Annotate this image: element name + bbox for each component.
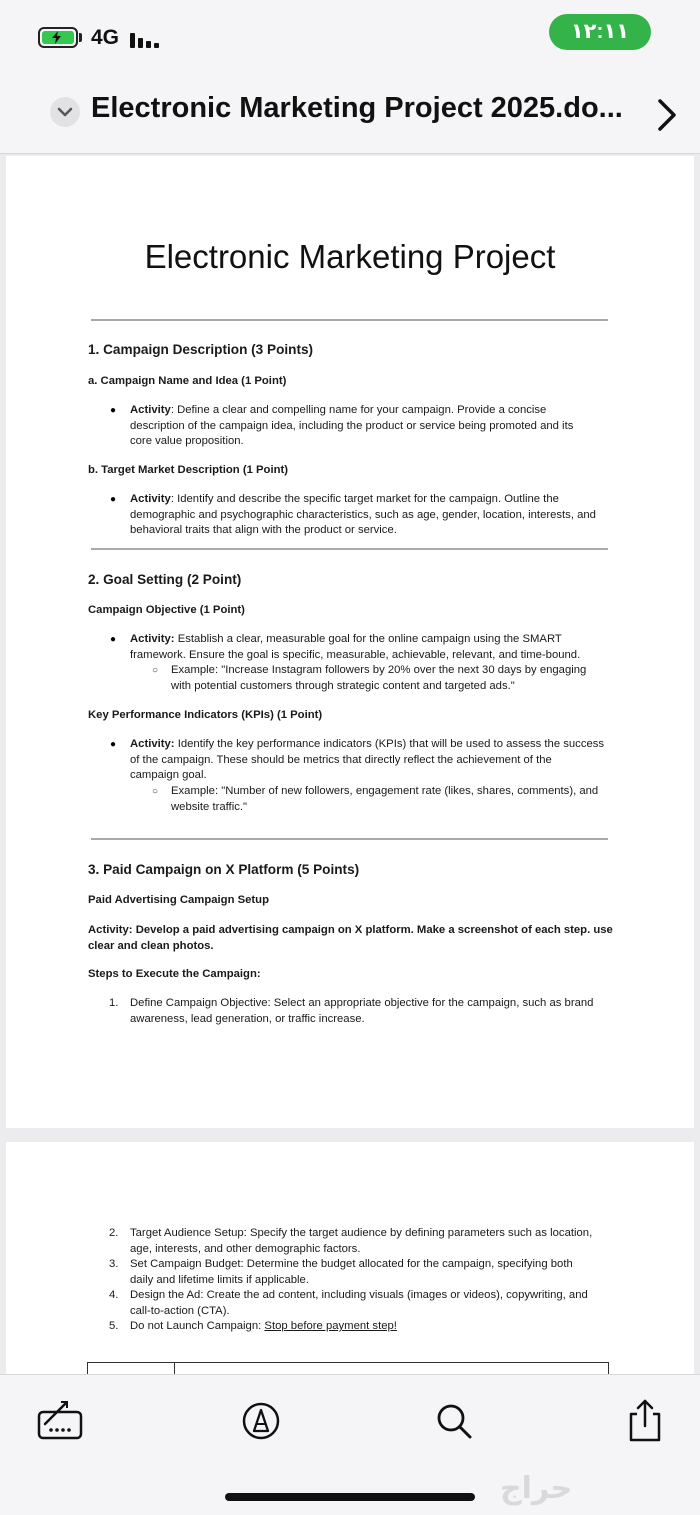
search-icon[interactable] bbox=[432, 1398, 478, 1444]
divider bbox=[91, 548, 608, 550]
objective-example bbox=[171, 663, 616, 694]
bullet-icon: ● bbox=[110, 405, 117, 416]
battery-charging-icon bbox=[38, 27, 78, 48]
step-number: 2. bbox=[109, 1227, 119, 1239]
step-text: call-to-action (CTA). bbox=[130, 1304, 230, 1317]
section-3-activity bbox=[88, 923, 618, 954]
home-indicator[interactable] bbox=[225, 1493, 475, 1501]
example-text: Example: "Number of new followers, engagement rate (likes, shares, comments), and bbox=[171, 785, 599, 797]
activity-text: framework. Ensure the goal is specific, measurable, achievable, relevant, and time-bound. bbox=[130, 648, 581, 661]
network-type: 4G bbox=[91, 26, 120, 49]
keyboard-edit-icon[interactable] bbox=[37, 1398, 83, 1444]
step-2 bbox=[130, 1226, 615, 1257]
activity-text: demographic and psychographic characteristics, such as age, gender, location, interests, and bbox=[130, 508, 596, 521]
document-page-2[interactable] bbox=[6, 1142, 694, 1374]
activity-text: Activity: Develop a paid advertising campaign on X platform. Make a screenshot of each step. use bbox=[88, 924, 613, 936]
activity-label: Activity: bbox=[130, 738, 175, 750]
document-title: Electronic Marketing Project 2025.do... bbox=[91, 92, 623, 124]
bullet-icon: ● bbox=[110, 494, 117, 505]
time-pill[interactable]: ١٢:١١ bbox=[549, 14, 651, 50]
activity-text: clear and clean photos. bbox=[88, 939, 214, 952]
section-1a-heading: a. Campaign Name and Idea (1 Point) bbox=[88, 375, 287, 387]
step-5 bbox=[130, 1319, 615, 1335]
activity-label: Activity: bbox=[130, 633, 175, 645]
kpi-example bbox=[171, 784, 616, 815]
steps-heading: Steps to Execute the Campaign: bbox=[88, 968, 261, 980]
section-2-objective-activity bbox=[130, 632, 615, 663]
activity-text: Establish a clear, measurable goal for the online campaign using the SMART bbox=[174, 633, 562, 645]
battery-cap bbox=[79, 33, 82, 42]
share-icon[interactable] bbox=[623, 1398, 669, 1444]
chevron-down-icon[interactable] bbox=[50, 97, 80, 127]
section-1b-heading: b. Target Market Description (1 Point) bbox=[88, 464, 289, 476]
step-text: Do not Launch Campaign: bbox=[130, 1320, 265, 1332]
section-1a-activity bbox=[130, 403, 615, 450]
step-text: Target Audience Setup: Specify the target audience by defining parameters such as location, bbox=[130, 1227, 593, 1239]
divider bbox=[91, 319, 608, 321]
step-text: daily and lifetime limits if applicable. bbox=[130, 1273, 309, 1286]
step-text: age, interests, and other demographic factors. bbox=[130, 1242, 361, 1255]
document-page-1[interactable] bbox=[6, 156, 694, 1128]
activity-label: Activity bbox=[130, 493, 171, 505]
step-1 bbox=[130, 996, 615, 1027]
divider bbox=[91, 838, 608, 840]
step-text: Design the Ad: Create the ad content, including visuals (images or videos), copywriting, and bbox=[130, 1289, 588, 1301]
activity-label: Activity bbox=[130, 404, 171, 416]
step-4 bbox=[130, 1288, 615, 1319]
section-2-kpi-heading: Key Performance Indicators (KPIs) (1 Point) bbox=[88, 709, 323, 721]
activity-text: core value proposition. bbox=[130, 435, 244, 447]
step-3 bbox=[130, 1257, 615, 1288]
sub-bullet-icon: ○ bbox=[152, 665, 159, 676]
activity-text: Identify the key performance indicators (KPIs) that will be used to assess the success bbox=[174, 738, 605, 750]
step-number: 5. bbox=[109, 1320, 119, 1332]
step-number: 1. bbox=[109, 997, 119, 1009]
section-2-heading: 2. Goal Setting (2 Point) bbox=[88, 572, 242, 587]
bullet-icon: ● bbox=[110, 634, 117, 645]
chevron-right-icon[interactable] bbox=[652, 95, 682, 135]
section-2-objective-heading: Campaign Objective (1 Point) bbox=[88, 604, 245, 616]
step-number: 4. bbox=[109, 1289, 119, 1301]
table-edge bbox=[87, 1362, 609, 1374]
watermark-logo: حراج bbox=[500, 1472, 573, 1505]
step-5-link[interactable]: Stop before payment step! bbox=[264, 1320, 397, 1332]
bullet-icon: ● bbox=[110, 739, 117, 750]
activity-text: : Identify and describe the specific target market for the campaign. Outline the bbox=[170, 493, 559, 505]
example-text: website traffic." bbox=[171, 800, 248, 813]
activity-text: of the campaign. These should be metrics that directly reflect the achievement of the bbox=[130, 753, 552, 766]
example-text: with potential customers through strategic content and targeted ads." bbox=[171, 679, 515, 692]
section-3-setup-heading: Paid Advertising Campaign Setup bbox=[88, 894, 269, 906]
section-3-heading: 3. Paid Campaign on X Platform (5 Points) bbox=[88, 862, 360, 877]
status-bar bbox=[0, 0, 700, 75]
activity-text: behavioral traits that align with the product or service. bbox=[130, 524, 397, 536]
step-text: Define Campaign Objective: Select an appropriate objective for the campaign, such as brand bbox=[130, 997, 594, 1009]
cellular-signal-icon bbox=[130, 30, 164, 48]
section-2-kpi-activity bbox=[130, 737, 615, 784]
title-bar bbox=[0, 75, 700, 154]
example-text: Example: "Increase Instagram followers by 20% over the next 30 days by engaging bbox=[171, 664, 587, 676]
step-text: awareness, lead generation, or traffic increase. bbox=[130, 1012, 365, 1025]
bottom-toolbar bbox=[0, 1374, 700, 1515]
step-number: 3. bbox=[109, 1258, 119, 1270]
markup-pen-icon[interactable] bbox=[239, 1398, 285, 1444]
activity-text: : Define a clear and compelling name for your campaign. Provide a concise bbox=[170, 404, 547, 416]
section-1b-activity bbox=[130, 492, 615, 539]
document-main-title: Electronic Marketing Project bbox=[144, 238, 556, 275]
step-text: Set Campaign Budget: Determine the budget allocated for the campaign, specifying both bbox=[130, 1258, 573, 1270]
section-1-heading: 1. Campaign Description (3 Points) bbox=[88, 342, 314, 357]
activity-text: description of the campaign idea, including the product or service being promoted and its bbox=[130, 419, 574, 432]
sub-bullet-icon: ○ bbox=[152, 786, 159, 797]
activity-text: campaign goal. bbox=[130, 769, 207, 781]
